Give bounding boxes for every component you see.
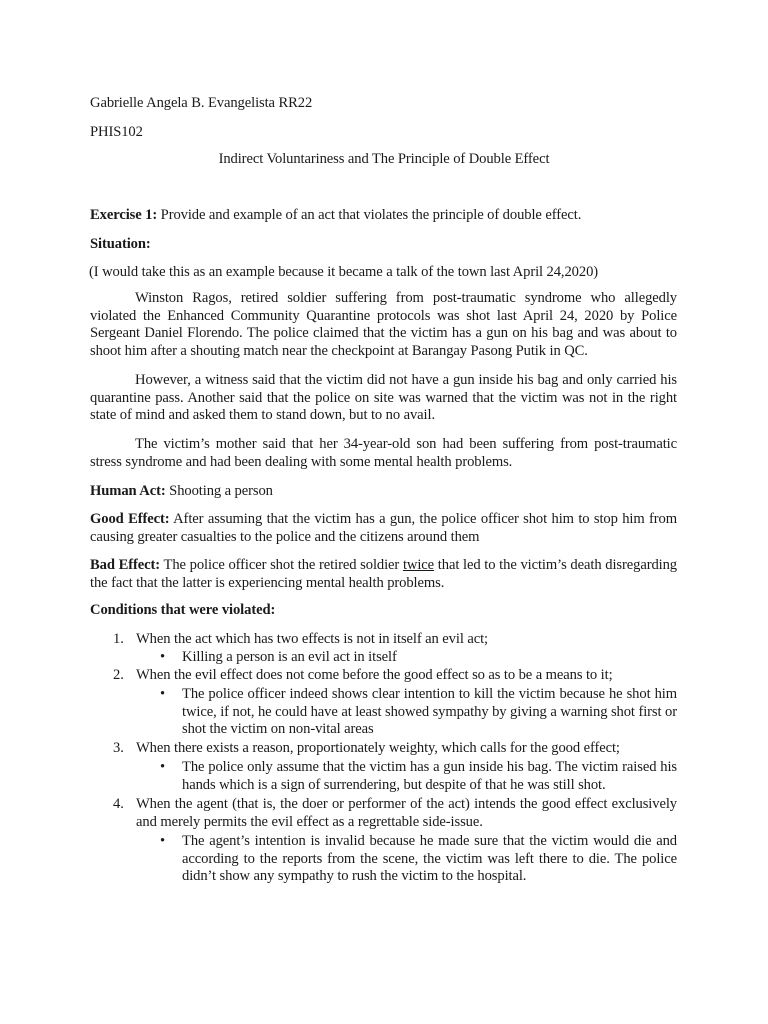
situation-paragraph: Winston Ragos, retired soldier suffering from post-traumatic syndrome who allegedly violated the Enhanced Community Quarantine protocols was shot last April 24, 2020 by Police Sergeant Daniel Florendo. The police claimed that the victim has a gun on his bag and was about to shoot him after a shouting match near the checkpoint at Barangay Pasong Putik in QC. [90,290,677,359]
bad-effect-paragraph [90,557,677,592]
human-act-text: Shooting a person [165,483,273,499]
situation-paragraph: The victim’s mother said that her 34-year-old son had been suffering from post-traumatic stress syndrome and had been dealing with some mental health problems. [90,436,677,470]
human-act-label: Human Act: [90,483,166,499]
human-act-line [90,483,273,500]
situation-note: (I would take this as an example because it became a talk of the town last April 24,2020) [89,264,599,280]
condition-number: 3. [113,740,124,756]
bullet-icon: • [160,649,166,665]
good-effect-paragraph [90,511,677,546]
condition-number: 1. [113,631,124,647]
condition-subitem: Killing a person is an evil act in itself [182,649,397,665]
good-effect-text: After assuming that the victim has a gun, the police officer shot him to stop him from causing greater casualties to the police and the citizens around them [90,511,678,545]
exercise-text: Provide and example of an act that violates the principle of double effect. [157,207,582,223]
course-code: PHIS102 [90,124,143,140]
author-line: Gabrielle Angela B. Evangelista RR22 [90,95,313,111]
bullet-icon: • [160,759,166,775]
condition-text: When there exists a reason, proportionately weighty, which calls for the good effect; [136,740,620,756]
document-title: Indirect Voluntariness and The Principle of Double Effect [218,151,550,167]
conditions-heading: Conditions that were violated: [90,602,276,618]
bullet-icon: • [160,833,166,849]
good-effect-label: Good Effect: [90,511,170,527]
condition-text: When the evil effect does not come before the good effect so as to be a means to it; [136,667,613,683]
bad-effect-underlined: twice [402,557,435,573]
condition-subitem: The police officer indeed shows clear intention to kill the victim because he shot him twice, if not, he could have at least showed sympathy by giving a warning shot first or shot the victim on non-vital areas [182,686,677,737]
bad-effect-label: Bad Effect: [90,557,161,573]
bad-effect-text: The police officer shot the retired soldier [160,557,403,573]
condition-number: 4. [113,796,124,812]
condition-text: When the act which has two effects is not in itself an evil act; [136,631,488,647]
condition-text: When the agent (that is, the doer or performer of the act) intends the good effect exclusively and merely permits the evil effect as a regrettable side-issue. [136,796,677,830]
condition-number: 2. [113,667,124,683]
bad-effect-text: that led to the victim’s death disregarding the fact that the latter is experiencing mental health problems. [90,557,678,591]
situation-label: Situation: [90,236,151,252]
condition-subitem: The agent’s intention is invalid because he made sure that the victim would die and according to the reports from the scene, the victim was left there to die. The police didn’t show any sympathy to rush the victim to the hospital. [182,833,677,884]
situation-paragraph: However, a witness said that the victim did not have a gun inside his bag and only carried his quarantine pass. Another said that the police on site was warned that the victim was not in the right state of mind and asked them to stand down, but to no avail. [90,372,677,423]
condition-subitem: The police only assume that the victim has a gun inside his bag. The victim raised his hands which is a sign of surrendering, but despite of that he was still shot. [182,759,677,793]
exercise-line [90,207,581,224]
exercise-label: Exercise 1: [90,207,158,223]
bullet-icon: • [160,686,166,702]
